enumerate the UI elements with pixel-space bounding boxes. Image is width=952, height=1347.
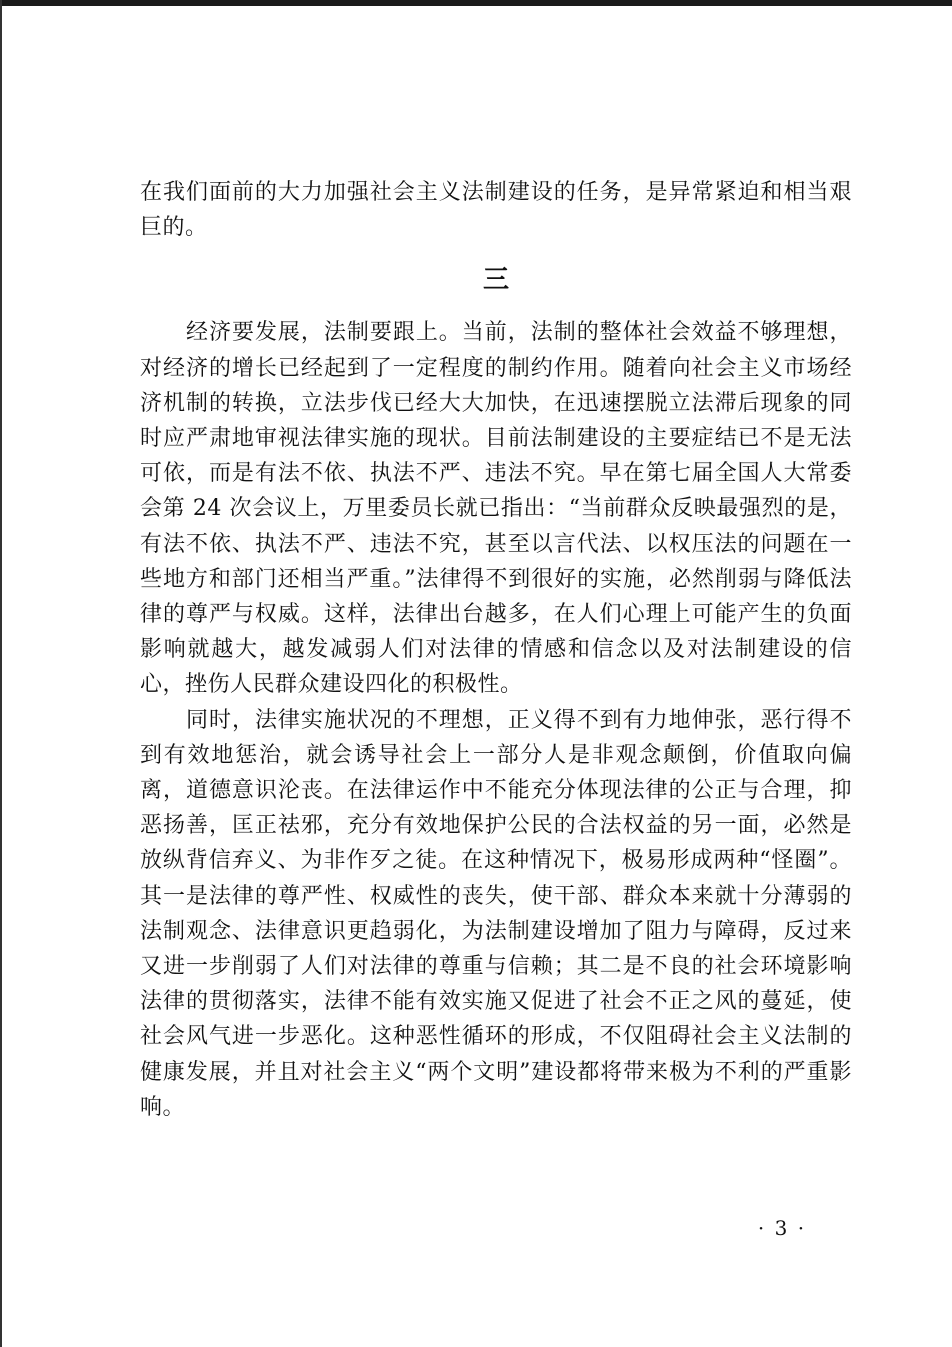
body-paragraph-1: 经济要发展，法制要跟上。当前，法制的整体社会效益不够理想，对经济的增长已经起到了一定程度的制约作用。随着向社会主义市场经济机制的转换，立法步伐已经大大加快，在迅速摆脱立法滞后现象的同时应严肃地审视法律实施的现状。目前法制建设的主要症结已不是无法可依，而是有法不依、执法不严、违法不究。早在第七届全国人大常委会第 24 次会议上，万里委员长就已指出：“当前群众反映最强烈的是，有法不依、执法不严、违法不究，甚至以言代法、以权压法的问题在一些地方和部门还相当严重。”法律得不到很好的实施，必然削弱与降低法律的尊严与权威。这样，法律出台越多，在人们心理上可能产生的负面影响就越大，越发减弱人们对法律的情感和信念以及对法制建设的信心，挫伤人民群众建设四化的积极性。 xyxy=(140,320,852,698)
page-number: · 3 · xyxy=(757,1216,807,1240)
section-heading: 三 xyxy=(482,265,509,296)
body-paragraph-2: 同时，法律实施状况的不理想，正义得不到有力地伸张，恶行得不到有效地惩治，就会诱导社会上一部分人是非观念颠倒，价值取向偏离，道德意识沦丧。在法律运作中不能充分体现法律的公正与合理，抑恶扬善，匡正祛邪，充分有效地保护公民的合法权益的另一面，必然是放纵背信弃义、为非作歹之徒。在这种情况下，极易形成两种“怪圈”。其一是法律的尊严性、权威性的丧失，使干部、群众本来就十分薄弱的法制观念、法律意识更趋弱化，为法制建设增加了阻力与障碍，反过来又进一步削弱了人们对法律的尊重与信赖；其二是不良的社会环境影响法律的贯彻落实，法律不能有效实施又促进了社会不正之风的蔓延，使社会风气进一步恶化。这种恶性循环的形成，不仅阻碍社会主义法制的健康发展，并且对社会主义“两个文明”建设都将带来极为不利的严重影响。 xyxy=(140,707,852,1120)
top-border-rule xyxy=(0,0,952,6)
page-body xyxy=(140,175,852,1125)
left-page-edge xyxy=(0,0,2,1347)
continued-paragraph: 在我们面前的大力加强社会主义法制建设的任务，是异常紧迫和相当艰巨的。 xyxy=(140,180,852,241)
